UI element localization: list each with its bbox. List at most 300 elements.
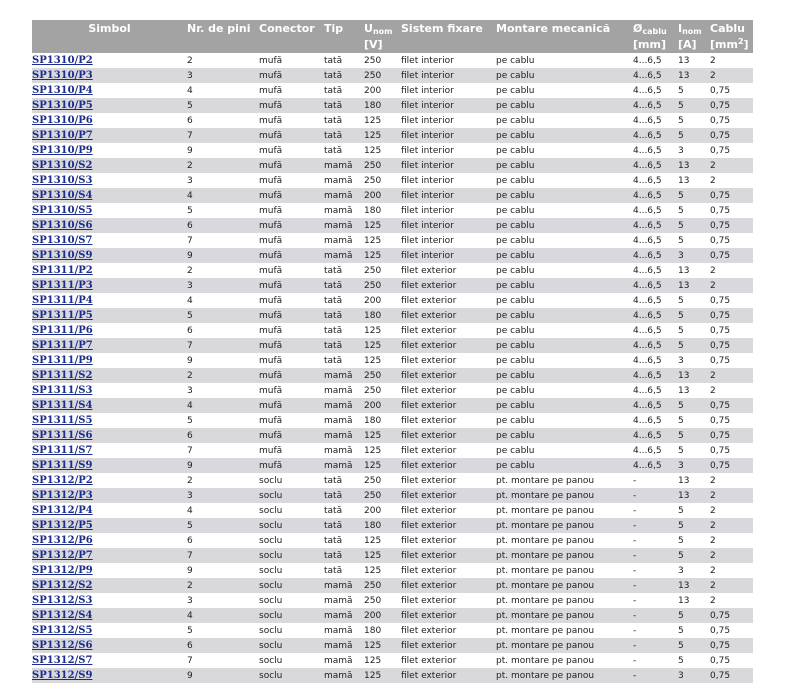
product-link[interactable]: SP1311/P5 [32, 310, 93, 321]
cell-unom: 125 [364, 548, 401, 563]
cell-nr-pini: 7 [187, 128, 259, 143]
cell-conector: mufă [259, 338, 324, 353]
cell-diametru: 4...6,5 [633, 428, 678, 443]
cell-montare: pe cablu [496, 98, 633, 113]
cell-simbol [32, 548, 187, 563]
cell-sistem-fixare: filet interior [401, 248, 496, 263]
cell-simbol [32, 308, 187, 323]
cell-conector: mufă [259, 175, 283, 186]
cell-sistem-fixare: filet exterior [401, 548, 496, 563]
cell-cablu: 2 [710, 158, 753, 173]
cell-nr-pini: 9 [187, 145, 193, 156]
product-link[interactable]: SP1310/S5 [32, 205, 93, 216]
cell-cablu: 0,75 [710, 145, 731, 156]
cell-tip: tată [324, 355, 343, 366]
cell-sistem-fixare: filet interior [401, 235, 454, 246]
table-row [32, 353, 753, 368]
table-row [32, 428, 753, 443]
cell-montare: pt. montare pe panou [496, 505, 595, 516]
cell-sistem-fixare: filet exterior [401, 458, 496, 473]
cell-diametru: - [633, 535, 637, 546]
diametru-unit: [mm] [633, 38, 666, 51]
cell-nr-pini: 5 [187, 205, 193, 216]
product-link[interactable]: SP1311/P4 [32, 295, 93, 306]
cell-inom: 5 [678, 518, 710, 533]
cell-simbol [32, 98, 187, 113]
cell-sistem-fixare: filet interior [401, 98, 496, 113]
cell-montare: pt. montare pe panou [496, 625, 595, 636]
cell-sistem-fixare: filet exterior [401, 415, 457, 426]
cell-nr-pini: 9 [187, 355, 193, 366]
cell-diametru: 4...6,5 [633, 355, 662, 366]
product-link[interactable]: SP1311/S4 [32, 400, 93, 411]
table-row [32, 158, 753, 173]
cell-cablu: 2 [710, 385, 716, 396]
cell-unom: 250 [364, 368, 401, 383]
cell-conector: mufă [259, 218, 324, 233]
product-link[interactable]: SP1312/P4 [32, 505, 93, 516]
cell-diametru: 4...6,5 [633, 398, 678, 413]
cell-unom: 200 [364, 295, 382, 306]
inom-sub: nom [682, 27, 702, 36]
col-inom [678, 20, 710, 53]
cell-tip: mamă [324, 625, 353, 636]
cell-unom: 250 [364, 68, 401, 83]
cell-unom: 125 [364, 145, 382, 156]
cell-conector: mufă [259, 428, 324, 443]
product-link[interactable]: SP1312/S5 [32, 625, 93, 636]
product-link[interactable]: SP1311/P2 [32, 265, 93, 276]
cell-tip: mamă [324, 428, 364, 443]
cell-diametru: 4...6,5 [633, 128, 678, 143]
product-link[interactable]: SP1311/S3 [32, 385, 93, 396]
cell-conector: mufă [259, 265, 283, 276]
cell-inom: 5 [678, 98, 710, 113]
cell-simbol [32, 473, 187, 488]
table-row [32, 413, 753, 428]
cell-montare: pe cablu [496, 158, 633, 173]
cell-conector: mufă [259, 158, 324, 173]
cell-unom: 250 [364, 158, 401, 173]
cell-conector: mufă [259, 115, 283, 126]
col-simbol: Simbol [32, 20, 187, 53]
cell-montare: pe cablu [496, 265, 535, 276]
product-link[interactable]: SP1311/P3 [32, 280, 93, 291]
cell-diametru: 4...6,5 [633, 415, 662, 426]
cell-conector: soclu [259, 638, 324, 653]
cell-conector: soclu [259, 668, 324, 683]
cell-cablu: 0,75 [710, 398, 753, 413]
table-row [32, 503, 753, 518]
table-row [32, 473, 753, 488]
product-link[interactable]: SP1310/S4 [32, 190, 93, 201]
col-conector: Conector [259, 20, 324, 53]
cell-conector: soclu [259, 505, 283, 516]
cell-cablu: 0,75 [710, 338, 753, 353]
cell-tip: tată [324, 505, 343, 516]
cell-cablu: 2 [710, 265, 716, 276]
product-link[interactable]: SP1311/S6 [32, 430, 93, 441]
cell-nr-pini: 6 [187, 325, 193, 336]
product-link[interactable]: SP1312/S6 [32, 640, 93, 651]
cell-sistem-fixare: filet exterior [401, 668, 496, 683]
cell-conector: mufă [259, 55, 283, 66]
cell-diametru: - [633, 548, 678, 563]
cell-inom: 5 [678, 415, 684, 426]
cell-diametru: 4...6,5 [633, 158, 678, 173]
product-link[interactable]: SP1312/S3 [32, 595, 93, 606]
cell-nr-pini: 7 [187, 338, 259, 353]
cell-inom: 5 [678, 85, 684, 96]
cell-unom: 180 [364, 415, 382, 426]
cell-sistem-fixare: filet exterior [401, 398, 496, 413]
product-link[interactable]: SP1310/S9 [32, 250, 93, 261]
product-link[interactable]: SP1312/P5 [32, 520, 93, 531]
cell-nr-pini: 7 [187, 235, 193, 246]
cell-cablu: 0,75 [710, 295, 731, 306]
product-link[interactable]: SP1310/P3 [32, 70, 93, 81]
cell-cablu: 2 [710, 505, 716, 516]
table-row [32, 98, 753, 113]
cell-simbol [32, 593, 187, 608]
cell-conector: mufă [259, 235, 283, 246]
product-link[interactable]: SP1310/S7 [32, 235, 93, 246]
cell-simbol [32, 338, 187, 353]
cell-unom: 125 [364, 325, 382, 336]
cell-montare: pe cablu [496, 445, 535, 456]
cell-simbol [32, 623, 187, 638]
cell-montare: pe cablu [496, 85, 535, 96]
table-row [32, 563, 753, 578]
cell-unom: 250 [364, 265, 382, 276]
product-link[interactable]: SP1310/P9 [32, 145, 93, 156]
cell-diametru: - [633, 518, 678, 533]
cell-sistem-fixare: filet exterior [401, 595, 457, 606]
cell-simbol [32, 248, 187, 263]
product-link[interactable]: SP1311/S7 [32, 445, 93, 456]
cell-montare: pe cablu [496, 175, 535, 186]
cablu-unit-post: ] [743, 38, 749, 51]
cell-tip: mamă [324, 655, 353, 666]
cell-cablu: 0,75 [710, 98, 753, 113]
cell-sistem-fixare: filet exterior [401, 355, 457, 366]
product-link[interactable]: SP1310/S2 [32, 160, 93, 171]
cell-simbol [32, 638, 187, 653]
cell-inom: 3 [678, 145, 684, 156]
cell-simbol [32, 203, 187, 218]
cell-conector: mufă [259, 145, 283, 156]
cell-conector: soclu [259, 565, 283, 576]
table-row [32, 368, 753, 383]
cell-nr-pini: 7 [187, 548, 259, 563]
cell-montare: pe cablu [496, 55, 535, 66]
cell-conector: mufă [259, 368, 324, 383]
cell-tip: tată [324, 295, 343, 306]
cell-unom: 250 [364, 475, 382, 486]
cell-nr-pini: 4 [187, 85, 193, 96]
product-link[interactable]: SP1312/P7 [32, 550, 93, 561]
cell-montare: pe cablu [496, 295, 535, 306]
product-link[interactable]: SP1312/P3 [32, 490, 93, 501]
table-row [32, 293, 753, 308]
table-row [32, 593, 753, 608]
cell-montare: pt. montare pe panou [496, 655, 595, 666]
cell-diametru: 4...6,5 [633, 445, 662, 456]
cell-unom: 125 [364, 128, 401, 143]
unom-unit: [V] [364, 38, 383, 51]
cell-cablu: 0,75 [710, 355, 731, 366]
cell-sistem-fixare: filet exterior [401, 488, 496, 503]
cell-inom: 5 [678, 218, 710, 233]
product-link[interactable]: SP1311/P7 [32, 340, 93, 351]
cell-diametru: 4...6,5 [633, 145, 662, 156]
cell-cablu: 2 [710, 548, 753, 563]
cell-simbol [32, 83, 187, 98]
table-row [32, 458, 753, 473]
cell-tip: tată [324, 338, 364, 353]
cell-nr-pini: 6 [187, 535, 193, 546]
cell-nr-pini: 5 [187, 518, 259, 533]
cell-nr-pini: 7 [187, 655, 193, 666]
cell-sistem-fixare: filet interior [401, 175, 454, 186]
table-row [32, 143, 753, 158]
cell-cablu: 0,75 [710, 205, 731, 216]
cell-diametru: 4...6,5 [633, 338, 678, 353]
cell-conector: mufă [259, 248, 324, 263]
table-row [32, 248, 753, 263]
product-link[interactable]: SP1311/S5 [32, 415, 93, 426]
col-sistem-fixare: Sistem fixare [401, 20, 496, 53]
product-link[interactable]: SP1311/P6 [32, 325, 93, 336]
cell-sistem-fixare: filet exterior [401, 325, 457, 336]
cell-unom: 180 [364, 205, 382, 216]
table-row [32, 233, 753, 248]
cell-simbol [32, 428, 187, 443]
cell-montare: pt. montare pe panou [496, 548, 633, 563]
cell-sistem-fixare: filet exterior [401, 265, 457, 276]
cell-diametru: - [633, 505, 637, 516]
cell-nr-pini: 2 [187, 578, 259, 593]
cell-unom: 125 [364, 248, 401, 263]
cell-cablu: 0,75 [710, 308, 753, 323]
cell-unom: 125 [364, 565, 382, 576]
cell-cablu: 2 [710, 565, 716, 576]
cell-inom: 3 [678, 668, 710, 683]
cell-sistem-fixare: filet interior [401, 68, 496, 83]
product-link[interactable]: SP1312/S4 [32, 610, 93, 621]
cell-conector: mufă [259, 85, 283, 96]
cell-diametru: 4...6,5 [633, 295, 662, 306]
cell-cablu: 0,75 [710, 188, 753, 203]
product-link[interactable]: SP1312/S9 [32, 670, 93, 681]
cell-montare: pt. montare pe panou [496, 565, 595, 576]
product-link[interactable]: SP1310/S3 [32, 175, 93, 186]
cell-diametru: 4...6,5 [633, 85, 662, 96]
cell-simbol [32, 353, 187, 368]
cell-tip: mamă [324, 368, 364, 383]
cell-unom: 250 [364, 488, 401, 503]
cell-nr-pini: 6 [187, 638, 259, 653]
product-link[interactable]: SP1310/P5 [32, 100, 93, 111]
cell-montare: pe cablu [496, 428, 633, 443]
cell-conector: mufă [259, 325, 283, 336]
cell-nr-pini: 5 [187, 625, 193, 636]
cell-conector: mufă [259, 398, 324, 413]
cell-cablu: 2 [710, 595, 716, 606]
cell-nr-pini: 3 [187, 175, 193, 186]
cell-unom: 125 [364, 338, 401, 353]
product-link[interactable]: SP1310/P7 [32, 130, 93, 141]
cell-nr-pini: 3 [187, 385, 193, 396]
product-link[interactable]: SP1312/P2 [32, 475, 93, 486]
cell-inom: 5 [678, 505, 684, 516]
cell-diametru: - [633, 565, 637, 576]
cell-inom: 13 [678, 278, 710, 293]
product-link[interactable]: SP1310/S6 [32, 220, 93, 231]
cell-simbol [32, 143, 187, 158]
cell-simbol [32, 443, 187, 458]
cell-diametru: - [633, 595, 637, 606]
cell-conector: soclu [259, 488, 324, 503]
cell-simbol [32, 413, 187, 428]
cell-sistem-fixare: filet exterior [401, 578, 496, 593]
product-link[interactable]: SP1312/S2 [32, 580, 93, 591]
cell-simbol [32, 563, 187, 578]
product-link[interactable]: SP1312/S7 [32, 655, 93, 666]
product-link[interactable]: SP1312/P9 [32, 565, 93, 576]
cell-sistem-fixare: filet interior [401, 188, 496, 203]
table-row [32, 263, 753, 278]
cell-conector: mufă [259, 385, 283, 396]
cell-diametru: 4...6,5 [633, 278, 678, 293]
cell-cablu: 0,75 [710, 655, 731, 666]
cell-montare: pt. montare pe panou [496, 475, 595, 486]
product-link[interactable]: SP1310/P2 [32, 55, 93, 66]
cell-tip: mamă [324, 188, 364, 203]
product-link[interactable]: SP1311/S2 [32, 370, 93, 381]
cell-tip: tată [324, 55, 343, 66]
cell-montare: pe cablu [496, 205, 535, 216]
cell-inom: 5 [678, 128, 710, 143]
cell-diametru: 4...6,5 [633, 368, 678, 383]
cell-tip: mamă [324, 385, 353, 396]
cell-diametru: - [633, 625, 637, 636]
cell-conector: mufă [259, 415, 283, 426]
table-row [32, 443, 753, 458]
cell-unom: 250 [364, 578, 401, 593]
cell-montare: pe cablu [496, 218, 633, 233]
cell-tip: tată [324, 308, 364, 323]
cell-montare: pt. montare pe panou [496, 638, 633, 653]
cell-simbol [32, 653, 187, 668]
cell-simbol [32, 128, 187, 143]
cell-simbol [32, 188, 187, 203]
cell-cablu: 0,75 [710, 428, 753, 443]
cell-sistem-fixare: filet exterior [401, 428, 496, 443]
cell-unom: 125 [364, 235, 382, 246]
cell-tip: mamă [324, 608, 364, 623]
cell-diametru: 4...6,5 [633, 218, 678, 233]
cell-nr-pini: 9 [187, 458, 259, 473]
cell-montare: pt. montare pe panou [496, 668, 633, 683]
cell-inom: 5 [678, 445, 684, 456]
product-link[interactable]: SP1311/P9 [32, 355, 93, 366]
table-row [32, 323, 753, 338]
cell-inom: 5 [678, 638, 710, 653]
cablu-unit [710, 39, 753, 50]
cell-unom: 125 [364, 535, 382, 546]
product-link[interactable]: SP1311/S9 [32, 460, 93, 471]
cell-sistem-fixare: filet exterior [401, 385, 457, 396]
cell-nr-pini: 2 [187, 158, 259, 173]
cell-cablu: 2 [710, 488, 753, 503]
cell-inom: 5 [678, 235, 684, 246]
cell-unom: 250 [364, 175, 382, 186]
product-link[interactable]: SP1310/P6 [32, 115, 93, 126]
cell-inom: 5 [678, 428, 710, 443]
cell-simbol [32, 518, 187, 533]
cell-montare: pe cablu [496, 368, 633, 383]
cell-nr-pini: 4 [187, 295, 193, 306]
cell-conector: soclu [259, 475, 283, 486]
cell-unom: 200 [364, 505, 382, 516]
col-tip: Tip [324, 20, 364, 53]
cell-inom: 13 [678, 368, 710, 383]
cell-conector: soclu [259, 655, 283, 666]
cell-inom: 13 [678, 68, 710, 83]
cell-diametru: 4...6,5 [633, 308, 678, 323]
cell-diametru: - [633, 488, 678, 503]
cell-cablu: 0,75 [710, 668, 753, 683]
cell-tip: tată [324, 488, 364, 503]
cell-inom: 13 [678, 475, 690, 486]
table-row [32, 623, 753, 638]
cell-inom: 5 [678, 625, 684, 636]
cell-unom: 180 [364, 518, 401, 533]
cell-tip: mamă [324, 175, 353, 186]
cell-tip: mamă [324, 158, 364, 173]
cell-cablu: 0,75 [710, 115, 731, 126]
cell-sistem-fixare: filet exterior [401, 308, 496, 323]
col-nr-pini: Nr. de pini [187, 20, 259, 53]
cell-nr-pini: 3 [187, 488, 259, 503]
table-row [32, 53, 753, 68]
cell-conector: mufă [259, 68, 324, 83]
cell-montare: pe cablu [496, 128, 633, 143]
cell-sistem-fixare: filet exterior [401, 565, 457, 576]
product-link[interactable]: SP1312/P6 [32, 535, 93, 546]
cell-conector: soclu [259, 535, 283, 546]
cell-inom: 5 [678, 338, 710, 353]
cell-tip: mamă [324, 415, 353, 426]
cell-montare: pe cablu [496, 145, 535, 156]
cell-sistem-fixare: filet exterior [401, 608, 496, 623]
cell-simbol [32, 323, 187, 338]
cell-simbol [32, 53, 187, 68]
cell-cablu: 2 [710, 578, 753, 593]
cell-inom: 13 [678, 488, 710, 503]
cell-unom: 180 [364, 98, 401, 113]
cell-montare: pe cablu [496, 325, 535, 336]
cell-sistem-fixare: filet interior [401, 158, 496, 173]
cell-diametru: - [633, 475, 637, 486]
cell-simbol [32, 503, 187, 518]
cell-nr-pini: 5 [187, 98, 259, 113]
cell-unom: 125 [364, 355, 382, 366]
cell-inom: 5 [678, 548, 710, 563]
cell-cablu: 0,75 [710, 248, 753, 263]
product-link[interactable]: SP1310/P4 [32, 85, 93, 96]
